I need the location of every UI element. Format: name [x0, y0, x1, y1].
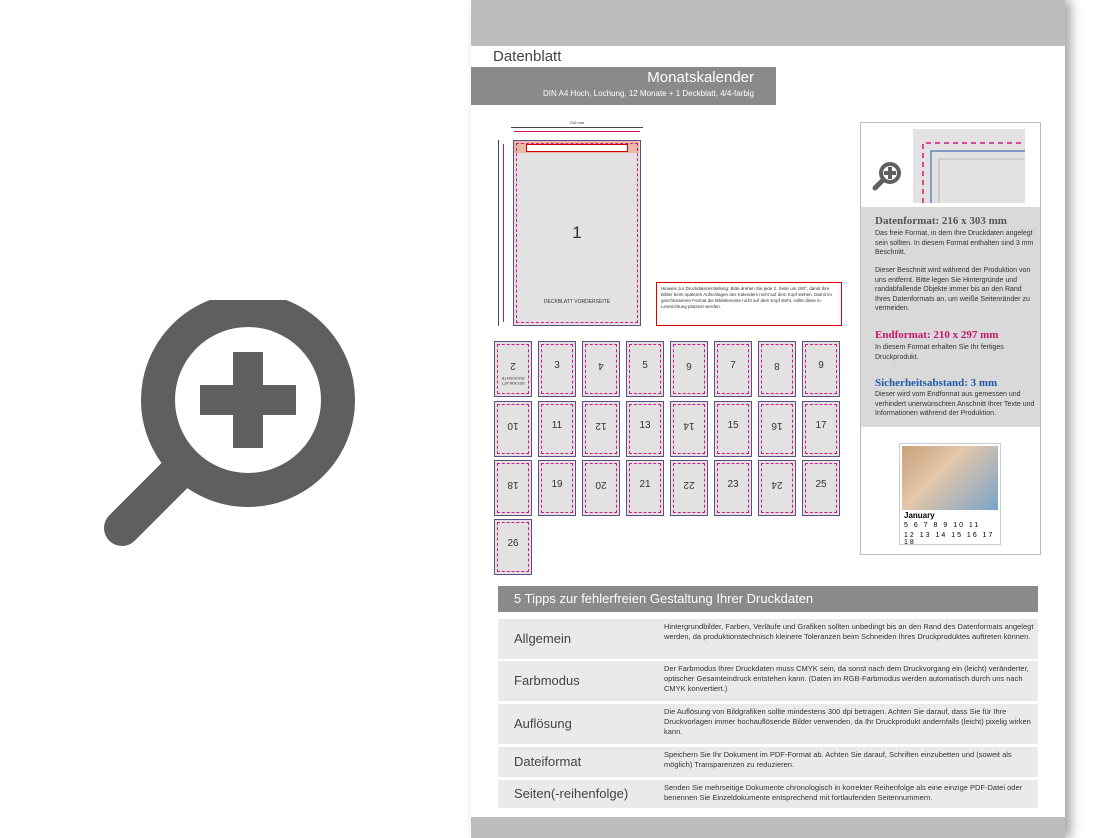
page-number: 8	[774, 360, 780, 371]
datasheet-tag: Datenblatt	[471, 46, 591, 67]
page-number: 24	[771, 479, 783, 490]
page-number: 2	[510, 360, 516, 371]
tip-key: Auflösung	[514, 716, 572, 731]
tip-key: Farbmodus	[514, 673, 580, 688]
tip-value: Der Farbmodus Ihrer Druckdaten muss CMYK sein, da sonst nach dem Druckvorgang ein (leicht) veränderter, optischer Gesamteindruck entstehen kann. (Daten im RGB-Farbmodus werden automatisch durch uns nach CMYK konvertiert.)	[664, 664, 1029, 693]
tip-row	[498, 747, 1038, 777]
sicherheit-heading: Sicherheitsabstand: 3 mm	[875, 377, 998, 389]
width-outer-label: 216 mm	[569, 120, 585, 125]
calendar-page-thumb	[626, 341, 664, 397]
calendar-page-thumb	[494, 460, 532, 516]
page-number: 13	[639, 420, 651, 431]
sicherheit-text: Dieser wird vom Endformat aus gemessen und verhindert unerwünschten Anschnitt Ihrer Texte und Informationen während der Produktion.	[875, 391, 1035, 417]
calendar-page-thumb	[626, 460, 664, 516]
calendar-page-thumb	[494, 341, 532, 397]
product-title: Monatskalender	[647, 69, 754, 86]
tip-value: Die Auflösung von Bildgrafiken sollte mindestens 300 dpi betragen. Achten Sie darauf, dass Sie für Ihre Druckvorlagen immer hochauflösende Bilder verwenden, da Ihr Druckprodukt andernfalls (leicht) pixelig wirken kann.	[664, 707, 1031, 736]
page-back-label: DECKBLATT RÜCKSEITE	[501, 376, 525, 386]
page-number: 9	[818, 360, 824, 371]
tip-value: Senden Sie mehrseitige Dokumente chronologisch in korrekter Reihenfolge als eine einzige PDF-Datei oder benennen Sie Einzeldokumente entsprechend mit fortlaufenden Seitennummern.	[664, 783, 1023, 802]
corner-guides	[913, 129, 1025, 203]
tip-row	[498, 704, 1038, 744]
endformat-text: In diesem Format erhalten Sie Ihr fertiges Druckprodukt.	[875, 344, 1004, 361]
bottom-band	[471, 817, 1065, 838]
calendar-page-thumb	[714, 460, 752, 516]
calendar-page-thumb	[714, 401, 752, 457]
datenformat-text2: Dieser Beschnitt wird während der Produktion von uns entfernt. Bitte legen Sie Hintergründe und randabfallende Objekte immer bis an den Rand Ihres Datenformats an, um weiße Seitenränder zu vermeiden.	[875, 267, 1031, 312]
calendar-page-thumb	[670, 460, 708, 516]
calendar-month: January	[904, 511, 935, 520]
page-number: 11	[551, 420, 563, 431]
page-number: 10	[507, 420, 519, 431]
calendar-row-1: 5 6 7 8 9 10 11	[904, 522, 981, 529]
calendar-page-thumb	[494, 519, 532, 575]
cover-page	[513, 140, 641, 326]
page-number: 3	[554, 360, 560, 371]
calendar-page-thumb	[714, 341, 752, 397]
calendar-page-thumb	[494, 401, 532, 457]
calendar-page-thumb	[626, 401, 664, 457]
tip-value: Speichern Sie Ihr Dokument im PDF-Format ab. Achten Sie darauf, Schriften einzubetten und (soweit als möglich) Transparenzen zu reduzieren.	[664, 750, 1012, 769]
tip-key: Allgemein	[514, 631, 572, 646]
product-subtitle: DIN A4 Hoch, Lochung, 12 Monate + 1 Deckblatt, 4/4-farbig	[542, 89, 754, 98]
width-dimension	[511, 120, 643, 134]
page-number: 21	[639, 479, 651, 490]
cover-number: 1	[572, 223, 582, 242]
datenformat-heading: Datenformat: 216 x 303 mm	[875, 215, 1007, 227]
page-number: 17	[815, 420, 827, 431]
calendar-preview	[899, 443, 1001, 545]
calendar-page-thumb	[538, 460, 576, 516]
tip-row	[498, 619, 1038, 659]
format-preview	[861, 123, 1040, 207]
calendar-page-thumb	[582, 460, 620, 516]
calendar-page-thumb	[538, 341, 576, 397]
page-number: 16	[771, 420, 783, 431]
top-band	[471, 0, 1065, 46]
calendar-photo	[902, 446, 998, 510]
calendar-page-thumb	[802, 401, 840, 457]
tip-row	[498, 661, 1038, 701]
tip-value: Hintergrundbilder, Farben, Verläufe und Grafiken sollten unbedingt bis an den Rand des Datenformats angelegt werden, da produktionstechnisch kleinere Toleranzen beim Schneiden Ihres Druckproduktes auftreten können.	[664, 622, 1034, 641]
zoom-in-icon[interactable]	[100, 300, 360, 560]
tip-key: Dateiformat	[514, 754, 582, 769]
page-number: 12	[595, 420, 607, 431]
tips-heading: 5 Tipps zur fehlerfreien Gestaltung Ihrer Druckdaten	[498, 586, 1038, 612]
page-number: 14	[683, 420, 695, 431]
endformat-heading: Endformat: 210 x 297 mm	[875, 329, 999, 341]
page-number: 25	[815, 479, 827, 490]
page-number: 4	[598, 360, 604, 371]
height-dimension	[495, 140, 507, 326]
print-hint: Hinweis zur Druckdatenerstellung: Bitte drehen Sie jede 2. Seite um 180°, damit Ihre Bilder beim späteren Aufschlagen des Kalenders nicht auf dem Kopf stehen. Damit im geschlossenen Format die Bildelemente nicht auf dem Kopf steht, sollte diese in Leserichtung platziert werden.	[656, 282, 842, 326]
calendar-page-thumb	[802, 460, 840, 516]
calendar-page-thumb	[758, 401, 796, 457]
info-panel	[860, 122, 1041, 555]
calendar-page-thumb	[582, 341, 620, 397]
calendar-page-thumb	[582, 401, 620, 457]
calendar-page-thumb	[670, 401, 708, 457]
calendar-page-thumb	[538, 401, 576, 457]
datenformat-text1: Das freie Format, in dem Ihre Druckdaten angelegt sein sollten. In diesem Format enthalten sind 3 mm Beschnitt.	[875, 230, 1034, 256]
page-number: 19	[551, 479, 563, 490]
calendar-page-thumb	[802, 341, 840, 397]
calendar-row-2: 12 13 14 15 16 17 18	[904, 532, 995, 546]
page-number: 20	[595, 479, 607, 490]
zoom-in-small-icon[interactable]	[871, 161, 903, 193]
title-bar	[471, 67, 776, 105]
calendar-page-thumb	[758, 341, 796, 397]
calendar-page-thumb	[670, 341, 708, 397]
page-number: 22	[683, 479, 695, 490]
tip-key: Seiten(-reihenfolge)	[514, 786, 629, 801]
page-number: 15	[727, 420, 739, 431]
tip-row	[498, 780, 1038, 808]
page-number: 23	[727, 479, 739, 490]
datasheet-page	[471, 0, 1065, 838]
page-number: 6	[686, 360, 692, 371]
page-number: 26	[507, 538, 519, 549]
page-number: 7	[730, 360, 736, 371]
cover-label: DECKBLATT VORDERSEITE	[543, 299, 611, 305]
calendar-page-thumb	[758, 460, 796, 516]
page-number: 18	[507, 479, 519, 490]
page-number: 5	[642, 360, 648, 371]
